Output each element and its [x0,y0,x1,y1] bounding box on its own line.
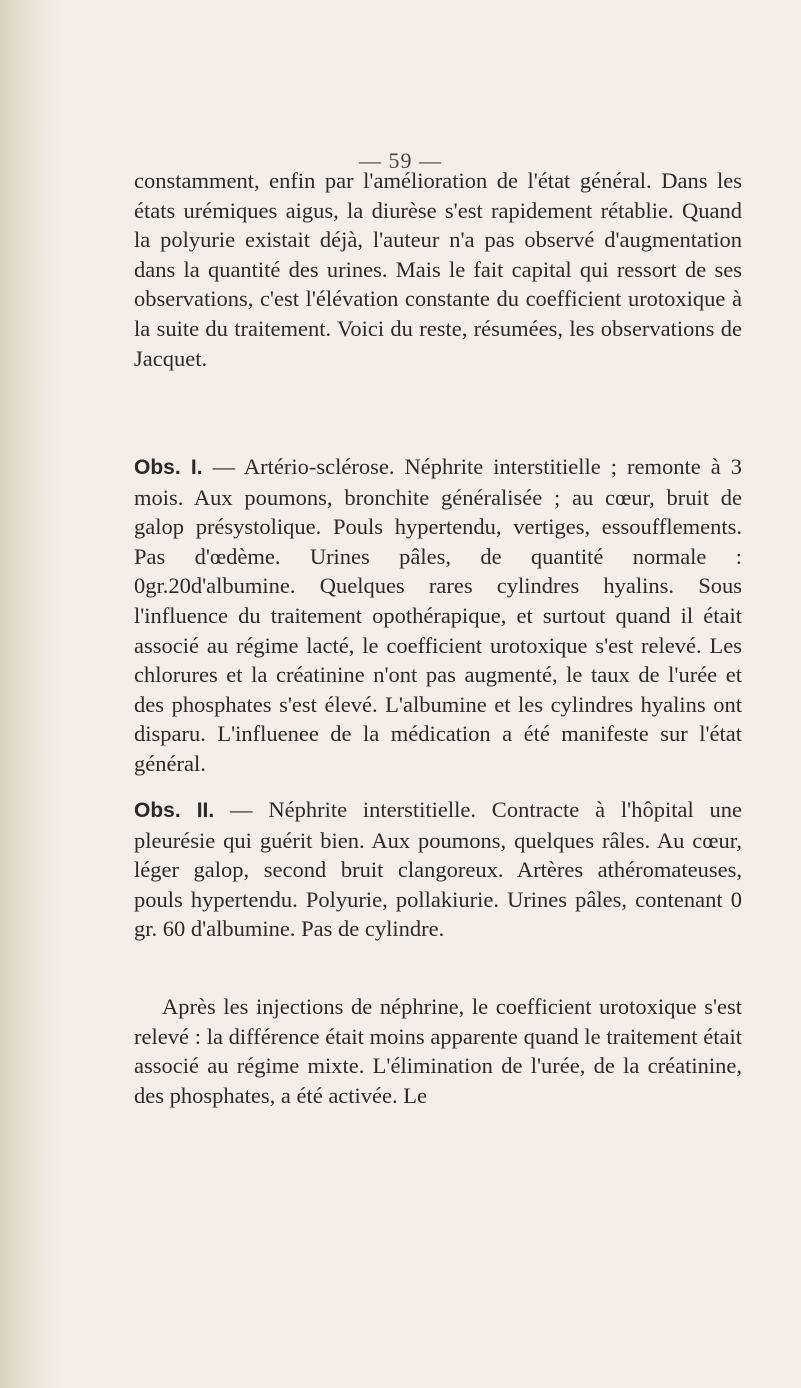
paragraph-result-text: Après les injections de néphrine, le coefficient urotoxique s'est relevé : la différence était moins apparente quand le traitement était associé au régime mixte. L'élimination de l'urée, de la créatinine, des phosphates, a été activée. Le [134,994,742,1108]
observation-1 [134,452,742,779]
page-number: — 59 — [359,148,442,173]
observation-2 [134,795,742,944]
paragraph-intro [134,166,742,373]
observation-1-text [134,452,742,779]
observation-2-label: Obs. II. [134,799,215,822]
observation-2-body: — Néphrite interstitielle. Contracte à l'hôpital une pleurésie qui guérit bien. Aux poumons, quelques râles. Au cœur, léger galop, second bruit clangoreux. Artères athéromateuses, pouls hypertendu. Polyurie, pollakiurie. Urines pâles, contenant 0 gr. 60 d'albumine. Pas de cylindre. [134,797,743,942]
observation-1-label: Obs. I. [134,456,203,479]
paragraph-intro-text: constamment, enfin par l'amélioration de l'état général. Dans les états urémiques aigus, la diurèse s'est rapidement rétablie. Quand la polyurie existait déjà, l'auteur n'a pas observé d'augmentation dans la quantité des urines. Mais le fait capital qui ressort de ses observations, c'est l'élévation constante du coefficient urotoxique à la suite du traitement. Voici du reste, résumées, les observations de Jacquet. [134,168,742,371]
observation-1-body: — Artério-sclérose. Néphrite interstitielle ; remonte à 3 mois. Aux poumons, bronchite généralisée ; au cœur, bruit de galop présystolique. Pouls hypertendu, vertiges, essoufflements. Pas d'œdème. Urines pâles, de quantité normale : 0gr.20d'albumine. Quelques rares cylindres hyalins. Sous l'influence du traitement opothérapique, et surtout quand il était associé au régime lacté, le coefficient urotoxique s'est relevé. Les chlorures et la créatinine n'ont pas augmenté, le taux de l'urée et des phosphates s'est élevé. L'albumine et les cylindres hyalins ont disparu. L'influenee de la médication a été manifeste sur l'état général. [134,454,742,776]
observation-2-text [134,795,742,944]
paragraph-result [134,992,742,1110]
